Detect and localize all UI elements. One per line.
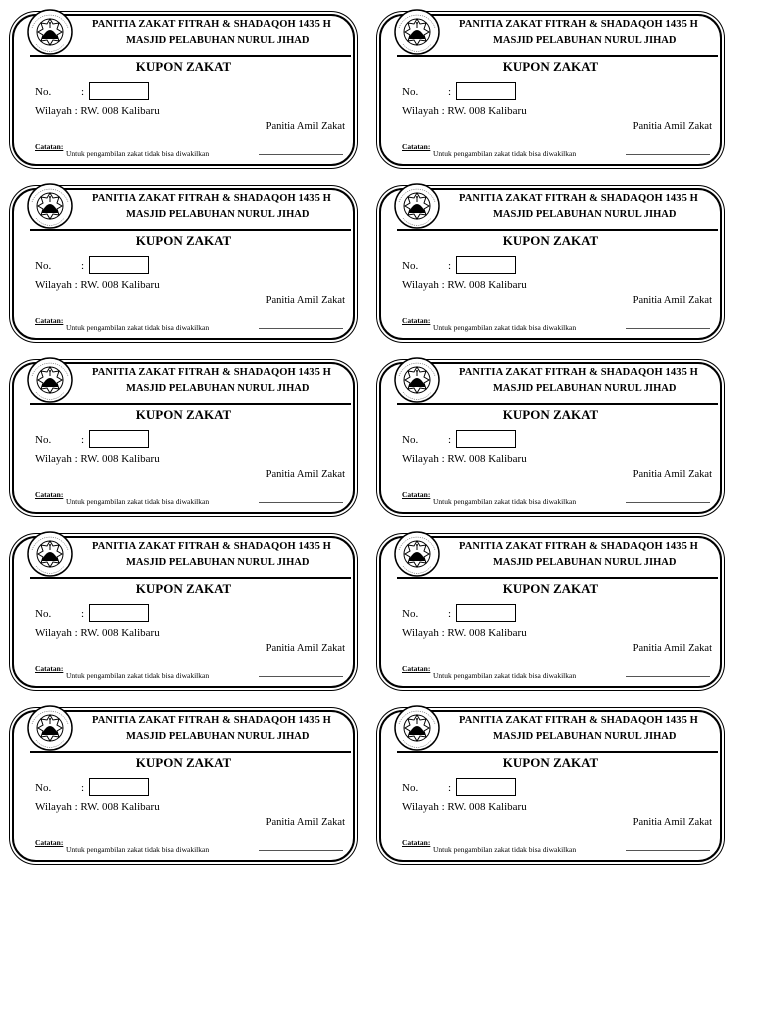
number-label: No. xyxy=(35,434,52,446)
coupon-number-field[interactable] xyxy=(456,256,516,274)
number-label: No. xyxy=(35,782,52,794)
region-text: Wilayah : RW. 008 Kalibaru xyxy=(35,627,160,639)
coupon-title: KUPON ZAKAT xyxy=(135,59,232,74)
signature-line xyxy=(626,850,710,851)
signer-label: Panitia Amil Zakat xyxy=(632,295,712,306)
region-text: Wilayah : RW. 008 Kalibaru xyxy=(35,453,160,465)
signature-line xyxy=(626,676,710,677)
zakat-coupon xyxy=(12,362,355,514)
note-text: Untuk pengambilan zakat tidak bisa diwakilkan xyxy=(66,845,210,854)
committee-header: PANITIA ZAKAT FITRAH & SHADAQOH 1435 H xyxy=(92,541,331,552)
signature-line xyxy=(259,850,343,851)
note-label: Catatan: xyxy=(35,142,64,151)
committee-header: PANITIA ZAKAT FITRAH & SHADAQOH 1435 H xyxy=(459,367,698,378)
region-text: Wilayah : RW. 008 Kalibaru xyxy=(35,801,160,813)
coupon-title: KUPON ZAKAT xyxy=(502,233,599,248)
coupon-title: KUPON ZAKAT xyxy=(502,581,599,596)
header-divider xyxy=(30,229,351,231)
signature-line xyxy=(259,676,343,677)
header-divider xyxy=(30,403,351,405)
note-text: Untuk pengambilan zakat tidak bisa diwakilkan xyxy=(433,497,577,506)
mosque-name: MASJID PELABUHAN NURUL JIHAD xyxy=(493,731,677,742)
region-text: Wilayah : RW. 008 Kalibaru xyxy=(35,279,160,291)
mosque-name: MASJID PELABUHAN NURUL JIHAD xyxy=(493,383,677,394)
region-text: Wilayah : RW. 008 Kalibaru xyxy=(402,453,527,465)
signer-label: Panitia Amil Zakat xyxy=(265,121,345,132)
number-colon: : xyxy=(81,260,85,272)
committee-header: PANITIA ZAKAT FITRAH & SHADAQOH 1435 H xyxy=(459,541,698,552)
coupon-content xyxy=(14,526,353,680)
signer-label: Panitia Amil Zakat xyxy=(632,469,712,480)
committee-header: PANITIA ZAKAT FITRAH & SHADAQOH 1435 H xyxy=(459,193,698,204)
note-text: Untuk pengambilan zakat tidak bisa diwakilkan xyxy=(66,497,210,506)
signer-label: Panitia Amil Zakat xyxy=(265,643,345,654)
signature-line xyxy=(626,328,710,329)
region-text: Wilayah : RW. 008 Kalibaru xyxy=(35,105,160,117)
coupon-content xyxy=(381,352,720,506)
committee-header: PANITIA ZAKAT FITRAH & SHADAQOH 1435 H xyxy=(92,193,331,204)
mosque-logo-icon xyxy=(26,530,74,578)
number-colon: : xyxy=(81,434,85,446)
header-divider xyxy=(397,751,718,753)
note-label: Catatan: xyxy=(35,316,64,325)
coupon-title: KUPON ZAKAT xyxy=(135,407,232,422)
region-text: Wilayah : RW. 008 Kalibaru xyxy=(402,279,527,291)
coupon-title: KUPON ZAKAT xyxy=(135,755,232,770)
zakat-coupon xyxy=(379,362,722,514)
mosque-logo-icon xyxy=(26,8,74,56)
coupon-number-field[interactable] xyxy=(89,82,149,100)
number-label: No. xyxy=(35,608,52,620)
signature-line xyxy=(259,502,343,503)
coupon-number-field[interactable] xyxy=(456,82,516,100)
coupon-number-field[interactable] xyxy=(89,604,149,622)
mosque-name: MASJID PELABUHAN NURUL JIHAD xyxy=(126,35,310,46)
mosque-name: MASJID PELABUHAN NURUL JIHAD xyxy=(493,557,677,568)
mosque-logo-icon xyxy=(393,182,441,230)
note-label: Catatan: xyxy=(402,838,431,847)
header-divider xyxy=(397,577,718,579)
number-label: No. xyxy=(402,782,419,794)
coupon-content xyxy=(381,700,720,854)
note-text: Untuk pengambilan zakat tidak bisa diwakilkan xyxy=(66,149,210,158)
mosque-logo-icon xyxy=(26,182,74,230)
note-label: Catatan: xyxy=(402,316,431,325)
coupon-title: KUPON ZAKAT xyxy=(135,233,232,248)
signer-label: Panitia Amil Zakat xyxy=(632,643,712,654)
region-text: Wilayah : RW. 008 Kalibaru xyxy=(402,105,527,117)
number-label: No. xyxy=(402,260,419,272)
mosque-logo-icon xyxy=(393,356,441,404)
zakat-coupon xyxy=(12,188,355,340)
signature-line xyxy=(626,502,710,503)
zakat-coupon xyxy=(379,14,722,166)
note-label: Catatan: xyxy=(402,664,431,673)
number-colon: : xyxy=(448,608,452,620)
region-text: Wilayah : RW. 008 Kalibaru xyxy=(402,801,527,813)
mosque-name: MASJID PELABUHAN NURUL JIHAD xyxy=(126,209,310,220)
header-divider xyxy=(30,55,351,57)
committee-header: PANITIA ZAKAT FITRAH & SHADAQOH 1435 H xyxy=(92,715,331,726)
mosque-logo-icon xyxy=(393,8,441,56)
mosque-name: MASJID PELABUHAN NURUL JIHAD xyxy=(493,35,677,46)
number-colon: : xyxy=(448,434,452,446)
signature-line xyxy=(259,328,343,329)
mosque-name: MASJID PELABUHAN NURUL JIHAD xyxy=(126,383,310,394)
signer-label: Panitia Amil Zakat xyxy=(632,121,712,132)
note-text: Untuk pengambilan zakat tidak bisa diwakilkan xyxy=(433,149,577,158)
signer-label: Panitia Amil Zakat xyxy=(265,817,345,828)
zakat-coupon xyxy=(379,188,722,340)
note-text: Untuk pengambilan zakat tidak bisa diwakilkan xyxy=(433,845,577,854)
number-label: No. xyxy=(402,434,419,446)
note-text: Untuk pengambilan zakat tidak bisa diwakilkan xyxy=(433,323,577,332)
header-divider xyxy=(30,577,351,579)
mosque-name: MASJID PELABUHAN NURUL JIHAD xyxy=(126,731,310,742)
zakat-coupon xyxy=(12,14,355,166)
coupon-number-field[interactable] xyxy=(456,430,516,448)
number-label: No. xyxy=(35,86,52,98)
coupon-title: KUPON ZAKAT xyxy=(135,581,232,596)
signature-line xyxy=(626,154,710,155)
coupon-content xyxy=(381,4,720,158)
zakat-coupon xyxy=(379,710,722,862)
coupon-content xyxy=(14,4,353,158)
coupon-content xyxy=(381,526,720,680)
note-text: Untuk pengambilan zakat tidak bisa diwakilkan xyxy=(66,323,210,332)
coupon-content xyxy=(14,352,353,506)
coupon-number-field[interactable] xyxy=(89,256,149,274)
coupon-content xyxy=(14,700,353,854)
number-colon: : xyxy=(81,782,85,794)
zakat-coupon xyxy=(12,710,355,862)
committee-header: PANITIA ZAKAT FITRAH & SHADAQOH 1435 H xyxy=(92,19,331,30)
number-colon: : xyxy=(81,86,85,98)
mosque-name: MASJID PELABUHAN NURUL JIHAD xyxy=(493,209,677,220)
signer-label: Panitia Amil Zakat xyxy=(632,817,712,828)
header-divider xyxy=(397,229,718,231)
mosque-name: MASJID PELABUHAN NURUL JIHAD xyxy=(126,557,310,568)
number-label: No. xyxy=(402,608,419,620)
number-colon: : xyxy=(448,782,452,794)
mosque-logo-icon xyxy=(393,530,441,578)
coupon-content xyxy=(381,178,720,332)
header-divider xyxy=(30,751,351,753)
coupon-title: KUPON ZAKAT xyxy=(502,407,599,422)
coupon-number-field[interactable] xyxy=(89,778,149,796)
number-label: No. xyxy=(402,86,419,98)
header-divider xyxy=(397,55,718,57)
signature-line xyxy=(259,154,343,155)
signer-label: Panitia Amil Zakat xyxy=(265,469,345,480)
coupon-number-field[interactable] xyxy=(456,604,516,622)
header-divider xyxy=(397,403,718,405)
signer-label: Panitia Amil Zakat xyxy=(265,295,345,306)
committee-header: PANITIA ZAKAT FITRAH & SHADAQOH 1435 H xyxy=(459,715,698,726)
committee-header: PANITIA ZAKAT FITRAH & SHADAQOH 1435 H xyxy=(92,367,331,378)
zakat-coupon xyxy=(12,536,355,688)
number-colon: : xyxy=(81,608,85,620)
number-colon: : xyxy=(448,86,452,98)
mosque-logo-icon xyxy=(26,356,74,404)
region-text: Wilayah : RW. 008 Kalibaru xyxy=(402,627,527,639)
coupon-number-field[interactable] xyxy=(89,430,149,448)
note-label: Catatan: xyxy=(35,664,64,673)
note-text: Untuk pengambilan zakat tidak bisa diwakilkan xyxy=(433,671,577,680)
note-label: Catatan: xyxy=(35,490,64,499)
mosque-logo-icon xyxy=(393,704,441,752)
coupon-number-field[interactable] xyxy=(456,778,516,796)
note-label: Catatan: xyxy=(402,490,431,499)
number-label: No. xyxy=(35,260,52,272)
coupon-title: KUPON ZAKAT xyxy=(502,755,599,770)
mosque-logo-icon xyxy=(26,704,74,752)
committee-header: PANITIA ZAKAT FITRAH & SHADAQOH 1435 H xyxy=(459,19,698,30)
coupon-title: KUPON ZAKAT xyxy=(502,59,599,74)
note-label: Catatan: xyxy=(35,838,64,847)
zakat-coupon xyxy=(379,536,722,688)
note-text: Untuk pengambilan zakat tidak bisa diwakilkan xyxy=(66,671,210,680)
note-label: Catatan: xyxy=(402,142,431,151)
coupon-content xyxy=(14,178,353,332)
number-colon: : xyxy=(448,260,452,272)
